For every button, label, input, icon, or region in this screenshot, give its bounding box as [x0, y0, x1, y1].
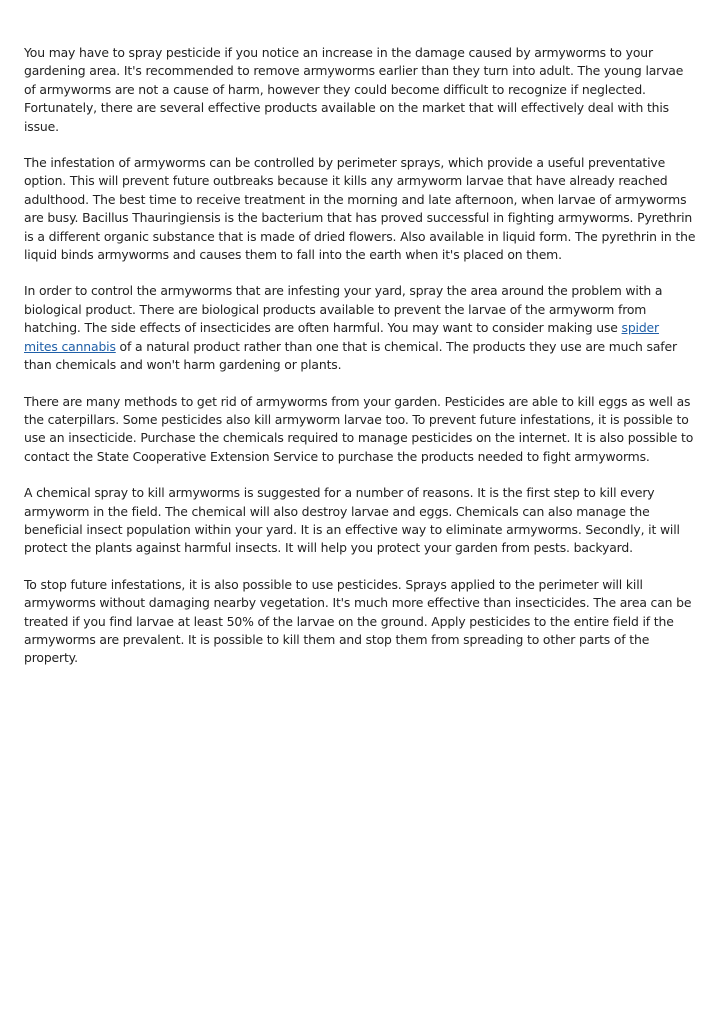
paragraph-biological-products — [24, 282, 696, 374]
paragraph-perimeter-sprays: The infestation of armyworms can be controlled by perimeter sprays, which provide a useful preventative option. This will prevent future outbreaks because it kills any armyworm larvae that have already reached adulthood. The best time to receive treatment in the morning and late afternoon, when larvae of armyworms are busy. Bacillus Thauringiensis is the bacterium that has proved successful in fighting armyworms. Pyrethrin is a different organic substance that is made of dried flowers. Also available in liquid form. The pyrethrin in the liquid binds armyworms and causes them to fall into the earth when it's placed on them. — [24, 155, 696, 263]
paragraph-methods: There are many methods to get rid of armyworms from your garden. Pesticides are able to kill eggs as well as the caterpillars. Some pesticides also kill armyworm larvae too. To prevent future infestations, it is possible to use an insecticide. Purchase the chemicals required to manage pesticides on the internet. It is also possible to contact the State Cooperative Extension Service to purchase the products needed to fight armyworms. — [24, 393, 694, 464]
paragraph-chemical-spray: A chemical spray to kill armyworms is suggested for a number of reasons. It is the first step to kill every armyworm in the field. The chemical will also destroy larvae and eggs. Chemicals can also manage the beneficial insect population within your yard. It is an effective way to eliminate armyworms. Secondly, it will protect the plants against harmful insects. It will help you protect your garden from pests. backyard. — [24, 485, 680, 556]
paragraph-text-after-link: of a natural product rather than one that is chemical. The products they use are much safer than chemicals and won't harm gardening or plants. — [24, 338, 677, 373]
paragraph-text-before-link: In order to control the armyworms that are infesting your yard, spray the area around the problem with a biological product. There are biological products available to prevent the larvae of the armyworm from hatching. The side effects of insecticides are often harmful. You may want to consider making use — [24, 283, 663, 336]
paragraph-spray-pesticide: You may have to spray pesticide if you notice an increase in the damage caused by armyworms to your gardening area. It's recommended to remove armyworms earlier than they turn into adult. The young larvae of armyworms are not a cause of harm, however they could become difficult to recognize if neglected. Fortunately, there are several effective products available on the market that will effectively deal with this issue. — [24, 45, 684, 134]
spider-mites-cannabis-link[interactable]: spider mites cannabis — [24, 320, 659, 354]
article-body — [24, 44, 696, 686]
paragraph-future-infestations: To stop future infestations, it is also possible to use pesticides. Sprays applied to the perimeter will kill armyworms without damaging nearby vegetation. It's much more effective than insecticides. The area can be treated if you find larvae at least 50% of the larvae on the ground. Apply pesticides to the entire field if the armyworms are prevalent. It is possible to kill them and stop them from spreading to other parts of the property. — [24, 576, 692, 666]
